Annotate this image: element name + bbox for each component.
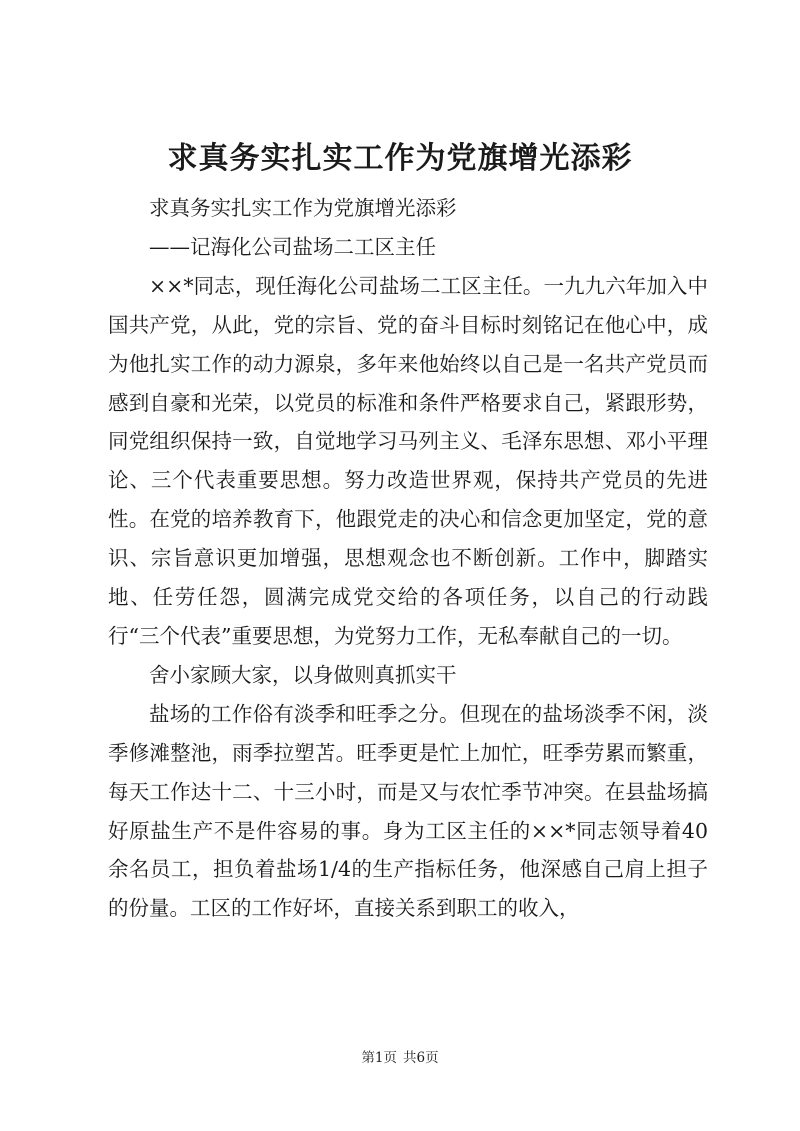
page-total: 共6页 xyxy=(403,1050,439,1066)
page-number: 第1页 xyxy=(361,1050,397,1066)
section-heading: 舍小家顾大家，以身做则真抓实干 xyxy=(149,662,457,687)
body-subtitle: ——记海化公司盐场二工区主任 xyxy=(149,234,436,259)
body-paragraph: 盐场的工作俗有淡季和旺季之分。但现在的盐场淡季不闲，淡季修滩整池，雨季拉塑苫。旺季更是忙上加忙，旺季劳累而繁重，每天工作达十二、十三小时，而是又与农忙季节冲突。在县盐场搞好原盐生产不是件容易的事。身为工区主任的××*同志领导着40余名员工，担负着盐场1/4的生产指标任务，他深感自己肩上担子的份量。工区的工作好坏，直接关系到职工的收入， xyxy=(108,701,708,921)
page-footer xyxy=(0,1048,800,1068)
document-body xyxy=(108,189,708,928)
body-paragraph: ××*同志，现任海化公司盐场二工区主任。一九九六年加入中国共产党，从此，党的宗旨、党的奋斗目标时刻铭记在他心中，成为他扎实工作的动力源泉，多年来他始终以自己是一名共产党员而感到自豪和光荣，以党员的标准和条件严格要求自己，紧跟形势，同党组织保持一致，自觉地学习马列主义、毛泽东思想、邓小平理论、三个代表重要思想。努力改造世界观，保持共产党员的先进性。在党的培养教育下，他跟党走的决心和信念更加坚定，党的意识、宗旨意识更加增强，思想观念也不断创新。工作中，脚踏实地、任劳任怨，圆满完成党交给的各项任务，以自己的行动践行“三个代表”重要思想，为党努力工作，无私奉献自己的一切。 xyxy=(108,273,708,648)
document-title: 求真务实扎实工作为党旗增光添彩 xyxy=(167,141,633,176)
body-heading: 求真务实扎实工作为党旗增光添彩 xyxy=(149,196,457,220)
